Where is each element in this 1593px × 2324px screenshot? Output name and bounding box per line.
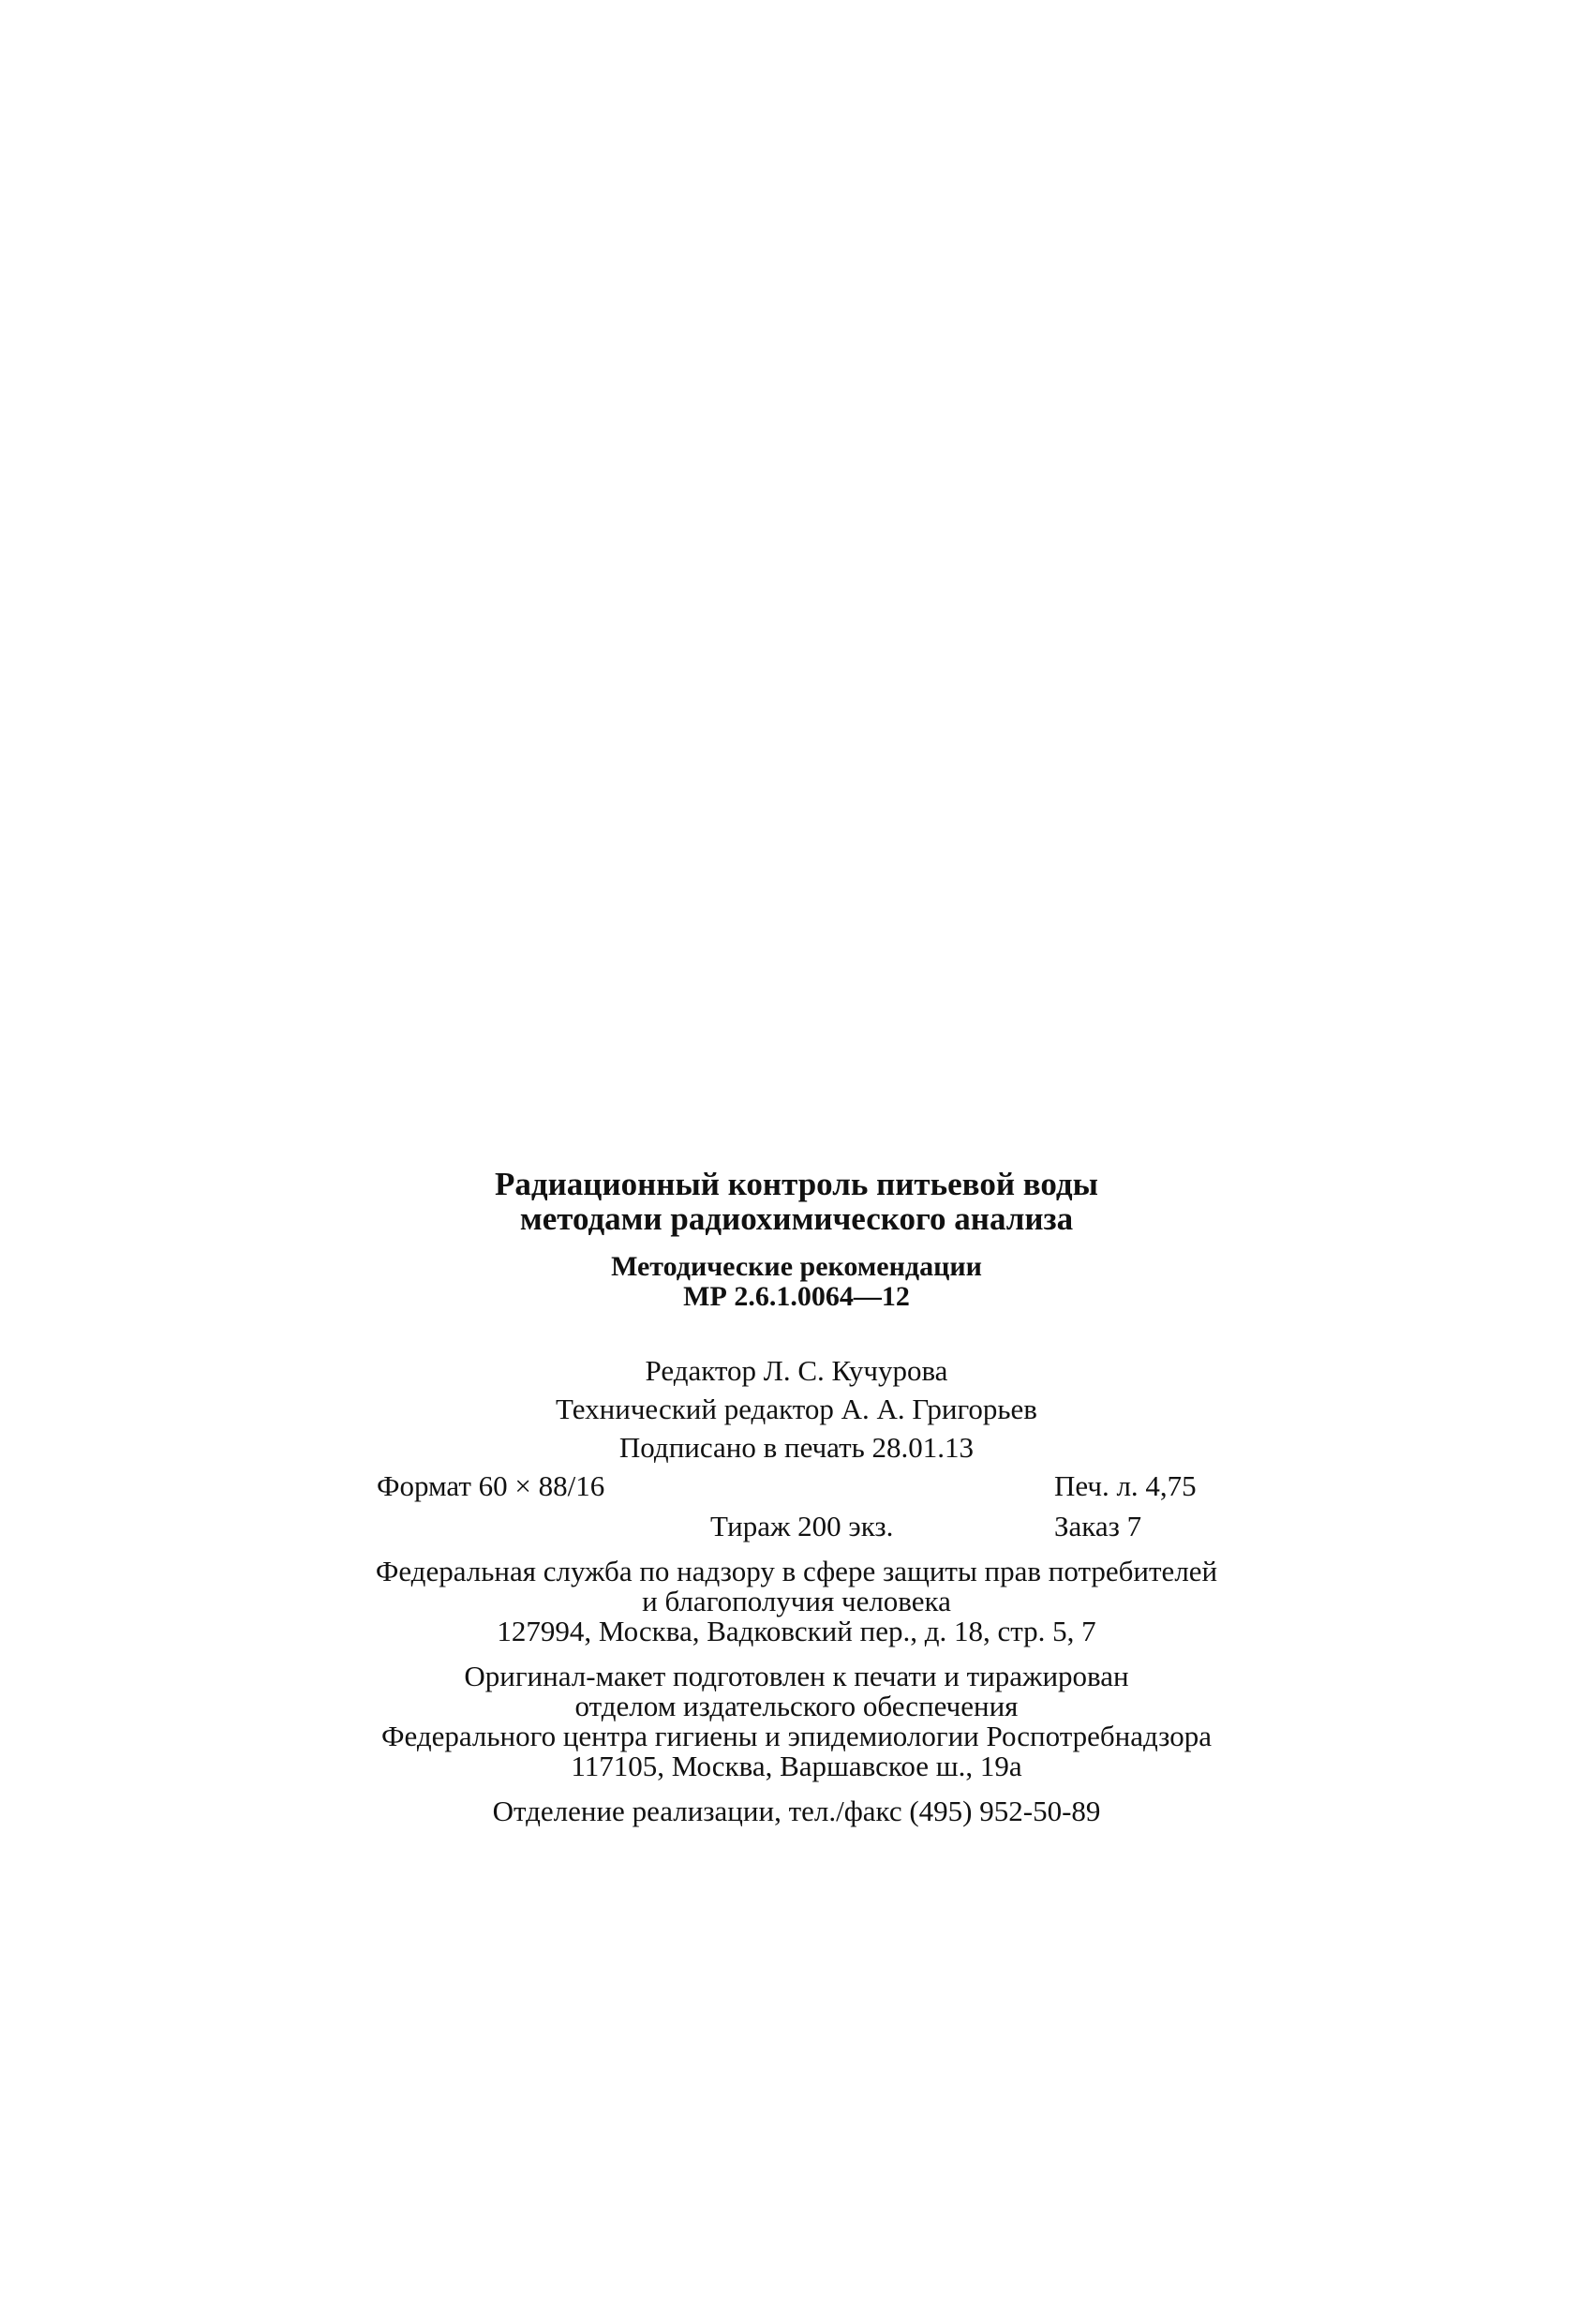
printer-line-3: Федерального центра гигиены и эпидемиологии Роспотребнадзора [381,1720,1212,1752]
publisher-line-2: и благополучия человека [642,1585,951,1617]
print-specs-row-2 [328,1511,1265,1542]
tech-editor-credit: Технический редактор А. А. Григорьев [556,1393,1037,1425]
colophon [328,1167,1265,1826]
editor-credit: Редактор Л. С. Кучурова [645,1354,948,1387]
sales-block [328,1796,1265,1826]
title-line-2: методами радиохимического анализа [519,1200,1074,1237]
signed-date: Подписано в печать 28.01.13 [618,1431,975,1464]
printer-address: 117105, Москва, Варшавское ш., 19а [571,1750,1022,1782]
sales-contact: Отделение реализации, тел./факс (495) 952-50-89 [492,1795,1101,1827]
print-format: Формат 60 × 88/16 [377,1469,605,1502]
document-title [328,1167,1265,1236]
printer-block [328,1661,1265,1781]
printer-line-1: Оригинал-макет подготовлен к печати и тиражирован [464,1660,1129,1692]
document-type: Методические рекомендации [611,1251,982,1282]
publisher-address: 127994, Москва, Вадковский пер., д. 18, стр. 5, 7 [497,1615,1096,1647]
credits [328,1355,1265,1463]
printer-line-2: отделом издательского обеспечения [574,1690,1019,1722]
circulation: Тираж 200 экз. [710,1510,894,1542]
publisher-line-1: Федеральная служба по надзору в сфере защиты прав потребителей [375,1555,1218,1587]
title-line-1: Радиационный контроль питьевой воды [495,1166,1098,1202]
publisher-block [328,1557,1265,1646]
order-number: Заказ 7 [1054,1510,1142,1542]
document-code: МР 2.6.1.0064—12 [683,1281,910,1312]
printed-sheets: Печ. л. 4,75 [1054,1469,1197,1502]
print-specs-row-1 [328,1470,1265,1501]
document-subtitle [328,1252,1265,1312]
